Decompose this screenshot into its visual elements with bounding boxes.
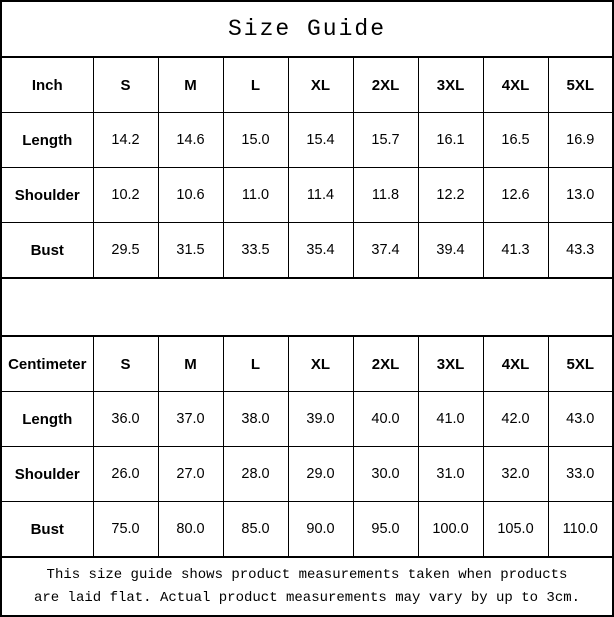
measurement-value-cell: 15.4 [288,113,353,168]
size-header-cell: 3XL [418,57,483,113]
size-header-cell: 5XL [548,57,613,113]
size-header-cell: 4XL [483,57,548,113]
measurement-value-cell: 75.0 [93,502,158,558]
measurement-value-cell: 40.0 [353,392,418,447]
measurement-value-cell: 37.0 [158,392,223,447]
measurement-label-cell: Length [1,113,93,168]
table-row [1,113,613,168]
measurement-label-cell: Length [1,392,93,447]
size-header-cell: 3XL [418,336,483,392]
measurement-value-cell: 11.8 [353,168,418,223]
table-row [1,502,613,558]
size-header-cell: S [93,336,158,392]
measurement-value-cell: 15.0 [223,113,288,168]
measurement-value-cell: 26.0 [93,447,158,502]
measurement-value-cell: 42.0 [483,392,548,447]
size-header-cell: 2XL [353,336,418,392]
measurement-value-cell: 43.3 [548,223,613,279]
measurement-value-cell: 11.4 [288,168,353,223]
measurement-value-cell: 95.0 [353,502,418,558]
measurement-value-cell: 85.0 [223,502,288,558]
table-row [1,447,613,502]
table-spacer [0,279,614,335]
measurement-value-cell: 90.0 [288,502,353,558]
size-header-cell: M [158,336,223,392]
size-header-cell: L [223,57,288,113]
measurement-value-cell: 16.5 [483,113,548,168]
measurement-value-cell: 41.3 [483,223,548,279]
measurement-value-cell: 37.4 [353,223,418,279]
measurement-value-cell: 31.0 [418,447,483,502]
measurement-label-cell: Shoulder [1,168,93,223]
measurement-value-cell: 30.0 [353,447,418,502]
measurement-value-cell: 28.0 [223,447,288,502]
measurement-value-cell: 11.0 [223,168,288,223]
size-header-cell: 2XL [353,57,418,113]
measurement-value-cell: 39.0 [288,392,353,447]
measurement-value-cell: 41.0 [418,392,483,447]
measurement-value-cell: 35.4 [288,223,353,279]
size-header-cell: 5XL [548,336,613,392]
measurement-value-cell: 27.0 [158,447,223,502]
unit-header-cell: Centimeter [1,336,93,392]
measurement-value-cell: 14.2 [93,113,158,168]
measurement-value-cell: 13.0 [548,168,613,223]
measurement-value-cell: 15.7 [353,113,418,168]
measurement-value-cell: 29.0 [288,447,353,502]
unit-header-cell: Inch [1,57,93,113]
measurement-value-cell: 12.2 [418,168,483,223]
measurement-value-cell: 80.0 [158,502,223,558]
measurement-value-cell: 12.6 [483,168,548,223]
table-header-row [1,336,613,392]
measurement-value-cell: 31.5 [158,223,223,279]
measurement-value-cell: 10.2 [93,168,158,223]
note-line-1: This size guide shows product measurements taken when products [46,567,568,584]
measurement-value-cell: 29.5 [93,223,158,279]
measurement-value-cell: 39.4 [418,223,483,279]
measurement-value-cell: 16.1 [418,113,483,168]
measurement-value-cell: 43.0 [548,392,613,447]
size-header-cell: M [158,57,223,113]
measurement-label-cell: Bust [1,223,93,279]
centimeter-size-table [0,335,614,558]
measurement-label-cell: Shoulder [1,447,93,502]
measurement-value-cell: 14.6 [158,113,223,168]
size-guide-note [0,558,614,617]
page-title: Size Guide [0,0,614,56]
measurement-value-cell: 33.5 [223,223,288,279]
size-header-cell: S [93,57,158,113]
measurement-value-cell: 36.0 [93,392,158,447]
measurement-value-cell: 110.0 [548,502,613,558]
table-row [1,223,613,279]
table-row [1,168,613,223]
size-header-cell: XL [288,57,353,113]
note-line-2: are laid flat. Actual product measurements may vary by up to 3cm. [33,589,581,606]
measurement-value-cell: 105.0 [483,502,548,558]
measurement-value-cell: 38.0 [223,392,288,447]
size-header-cell: XL [288,336,353,392]
size-header-cell: 4XL [483,336,548,392]
measurement-label-cell: Bust [1,502,93,558]
table-header-row [1,57,613,113]
measurement-value-cell: 16.9 [548,113,613,168]
size-header-cell: L [223,336,288,392]
measurement-value-cell: 10.6 [158,168,223,223]
measurement-value-cell: 100.0 [418,502,483,558]
table-row [1,392,613,447]
inch-size-table [0,56,614,279]
measurement-value-cell: 32.0 [483,447,548,502]
measurement-value-cell: 33.0 [548,447,613,502]
